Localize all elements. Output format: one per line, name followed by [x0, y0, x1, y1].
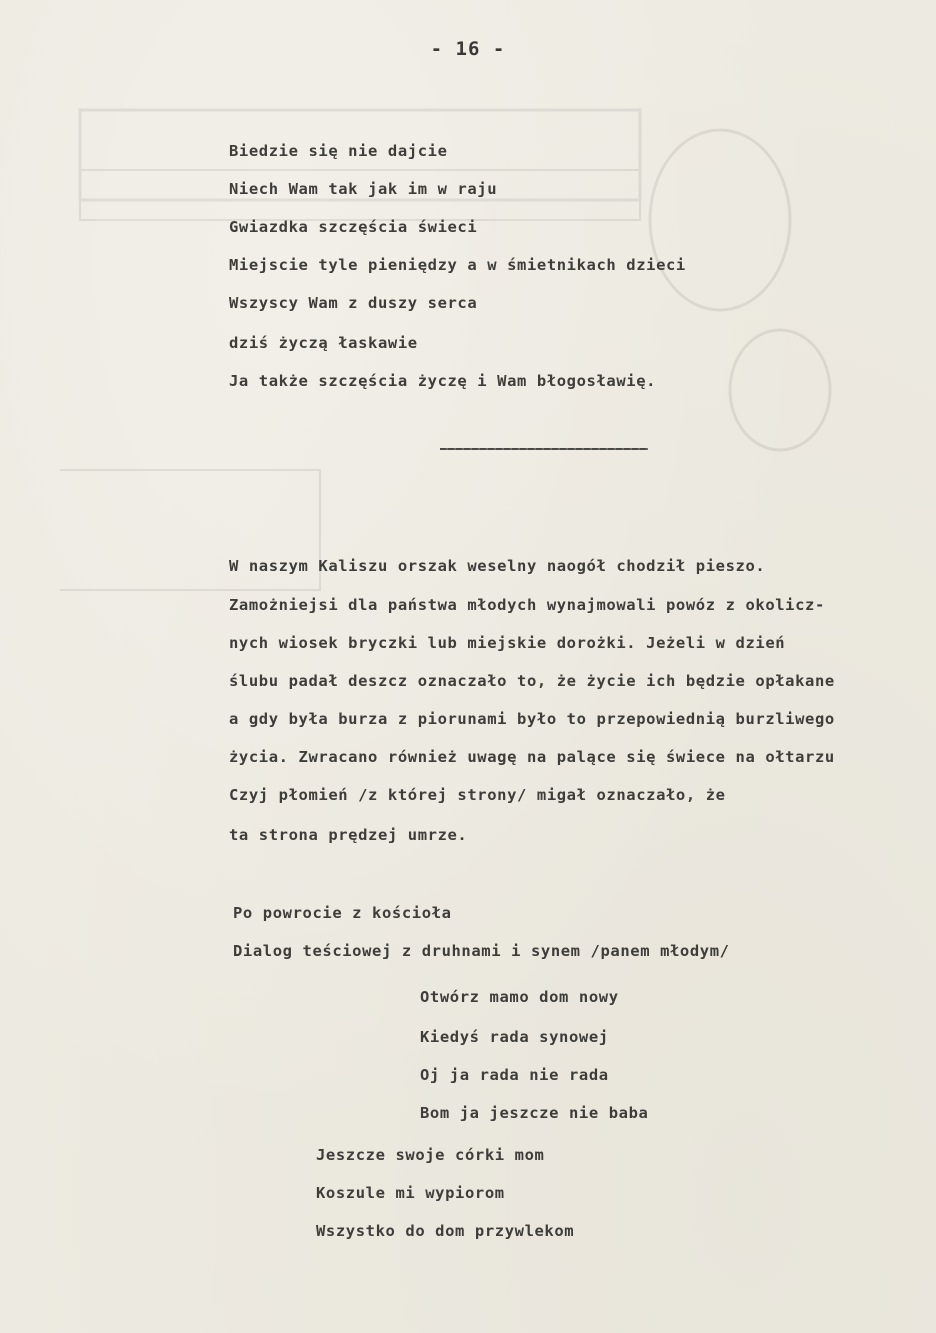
paragraph-line: ta strona prędzej umrze.	[229, 826, 468, 844]
paragraph-line: W naszym Kaliszu orszak weselny naogół chodził pieszo.	[229, 557, 766, 575]
section-heading: Po powrocie z kościoła	[233, 904, 452, 922]
verse-line: Miejscie tyle pieniędzy a w śmietnikach dzieci	[229, 256, 686, 274]
verse-line: Jeszcze swoje córki mom	[316, 1146, 545, 1164]
verse-line: Gwiazdka szczęścia świeci	[229, 218, 478, 236]
verse-line: Otwórz mamo dom nowy	[420, 988, 619, 1006]
verse-line: Ja także szczęścia życzę i Wam błogosławię.	[229, 372, 657, 390]
paragraph-line: nych wiosek bryczki lub miejskie dorożki. Jeżeli w dzień	[229, 634, 786, 652]
paragraph-line: ślubu padał deszcz oznaczało to, że życie ich będzie opłakane	[229, 672, 835, 690]
paragraph-line: Zamożniejsi dla państwa młodych wynajmowali powóz z okolicz-	[229, 596, 825, 614]
verse-line: Kiedyś rada synowej	[420, 1028, 609, 1046]
section-subheading: Dialog teściowej z druhnami i synem /panem młodym/	[233, 942, 730, 960]
verse-line: Wszystko do dom przywlekom	[316, 1222, 575, 1240]
verse-line: Bom ja jeszcze nie baba	[420, 1104, 649, 1122]
verse-line: dziś życzą łaskawie	[229, 334, 418, 352]
verse-line: Wszyscy Wam z duszy serca	[229, 294, 478, 312]
paragraph-line: a gdy była burza z piorunami było to przepowiednią burzliwego	[229, 710, 835, 728]
section-divider	[440, 448, 648, 450]
verse-line: Niech Wam tak jak im w raju	[229, 180, 498, 198]
verse-line: Oj ja rada nie rada	[420, 1066, 609, 1084]
verse-line: Koszule mi wypiorom	[316, 1184, 505, 1202]
page-number: - 16 -	[430, 38, 506, 60]
paragraph-line: życia. Zwracano również uwagę na palące się świece na ołtarzu	[229, 748, 835, 766]
paragraph-line: Czyj płomień /z której strony/ migał oznaczało, że	[229, 786, 726, 804]
verse-line: Biedzie się nie dajcie	[229, 142, 448, 160]
